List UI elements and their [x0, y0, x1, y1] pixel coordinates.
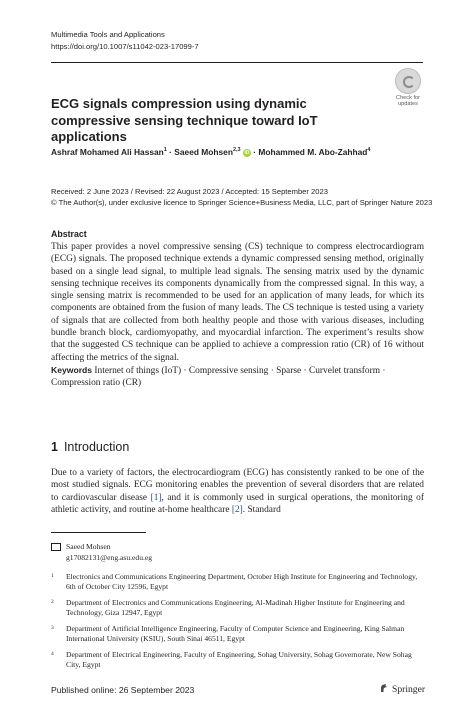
affiliation — [51, 572, 424, 593]
section-heading — [51, 440, 129, 454]
author-separator: · — [169, 147, 172, 157]
copyright-notice: © The Author(s), under exclusive licence to Springer Science+Business Media, LLC, part of Springer Nature 2023 — [51, 198, 433, 207]
affiliation — [51, 624, 424, 645]
keywords-list: Internet of things (IoT) · Compressive sensing · Sparse · Curvelet transform · Compression ratio (CR) — [51, 366, 386, 389]
journal-name: Multimedia Tools and Applications — [51, 30, 165, 39]
journal-header — [51, 29, 199, 52]
update-icon — [395, 68, 421, 94]
springer-horse-icon — [379, 683, 389, 693]
citation-link[interactable]: [1] — [150, 492, 162, 503]
affiliation-number: 3 — [51, 625, 54, 631]
envelope-icon — [51, 543, 61, 551]
author-affiliation-ref: 1 — [163, 147, 167, 154]
affiliation — [51, 650, 424, 671]
badge-label: Check for updates — [396, 95, 420, 107]
author-separator: · — [253, 147, 257, 157]
corresponding-name: Saeed Mohsen — [66, 542, 111, 551]
affiliation-number: 2 — [51, 599, 54, 605]
keywords — [51, 364, 424, 390]
introduction-paragraph: Due to a variety of factors, the electrocardiogram (ECG) has consistently ranked to be one of the most studied signals. ECG monitoring enables the prevention of several disorders that are related to cardiovascular disease [1], and it is commonly used in surgical operations, the monitoring of athletic activity, and routine at-home healthcare [2]. Standard — [51, 468, 424, 515]
section-number: 1 — [51, 440, 58, 454]
check-for-updates-badge[interactable] — [391, 68, 425, 107]
keywords-label: Keywords — [51, 365, 93, 375]
affiliation-text: Department of Electronics and Communications Engineering, Al-Madinah Higher Institute for Engineering and Technology, Giza 12947, Egypt — [66, 598, 405, 618]
header-rule — [51, 62, 423, 63]
section-title: Introduction — [63, 440, 130, 454]
publisher-logo — [379, 683, 425, 695]
author-name: Mohammed M. Abo-Zahhad — [258, 147, 368, 157]
paper-title: ECG signals compression using dynamic compressive sensing technique toward IoT applications — [51, 96, 318, 144]
author-affiliation-ref: 4 — [367, 147, 371, 154]
affiliation-text: Department of Artificial Intelligence Engineering, Faculty of Computer Science and Engineering, King Salman International University (KSIU), South Sinai 46511, Egypt — [66, 624, 405, 644]
affiliation-text: Department of Electrical Engineering, Faculty of Engineering, Sohag University, Sohag Governorate, New Sohag City, Egypt — [66, 650, 412, 670]
corresponding-author — [51, 542, 152, 563]
affiliation-text: Electronics and Communications Engineering Department, October High Institute for Engineering and Technology, 6th of October City 12596, Egypt — [66, 572, 418, 592]
publication-history — [51, 186, 432, 208]
author-name: Saeed Mohsen — [174, 147, 233, 157]
author-affiliation-ref: 2,3 — [232, 147, 241, 154]
orcid-icon[interactable]: iD — [244, 149, 250, 156]
publisher-name: Springer — [392, 684, 426, 695]
doi-link[interactable]: https://doi.org/10.1007/s11042-023-17099-7 — [51, 41, 199, 51]
abstract-heading: Abstract — [51, 229, 87, 239]
author-list — [51, 147, 370, 157]
footnote-rule — [51, 532, 146, 533]
affiliation-number: 1 — [51, 573, 54, 579]
published-online: Published online: 26 September 2023 — [51, 685, 195, 695]
affiliation — [51, 598, 424, 619]
citation-link[interactable]: [2] — [231, 504, 243, 515]
corresponding-email[interactable]: g17082131@eng.asu.edu.eg — [66, 552, 153, 562]
received-dates: Received: 2 June 2023 / Revised: 22 August 2023 / Accepted: 15 September 2023 — [51, 187, 328, 196]
abstract-body: This paper provides a novel compressive sensing (CS) technique to compress electrocardiogram (ECG) signals. The proposed technique extends a dynamic compressed sensing method, originally based on a single lead signal, to multiple lead signals. The sensing matrix used by the dynamic sensing technique receives its components dynamically from the compressed signal. In this way, a single sensing matrix is recommended to be used for an application of many leads, for which its components are obtained from the fusion of many leads. The CS technique is tested using a variety of signals that are collected from both healthy people and those with various diseases, including bundle branch block, cardiomyopathy, and myocardial infarction. The experiment’s results show that the suggested CS technique can be applied to achieve a compression ratio (CR) of 16 without affecting the metrics of the signal. — [51, 242, 424, 363]
author-name: Ashraf Mohamed Ali Hassan — [51, 147, 164, 157]
affiliation-number: 4 — [51, 651, 54, 657]
